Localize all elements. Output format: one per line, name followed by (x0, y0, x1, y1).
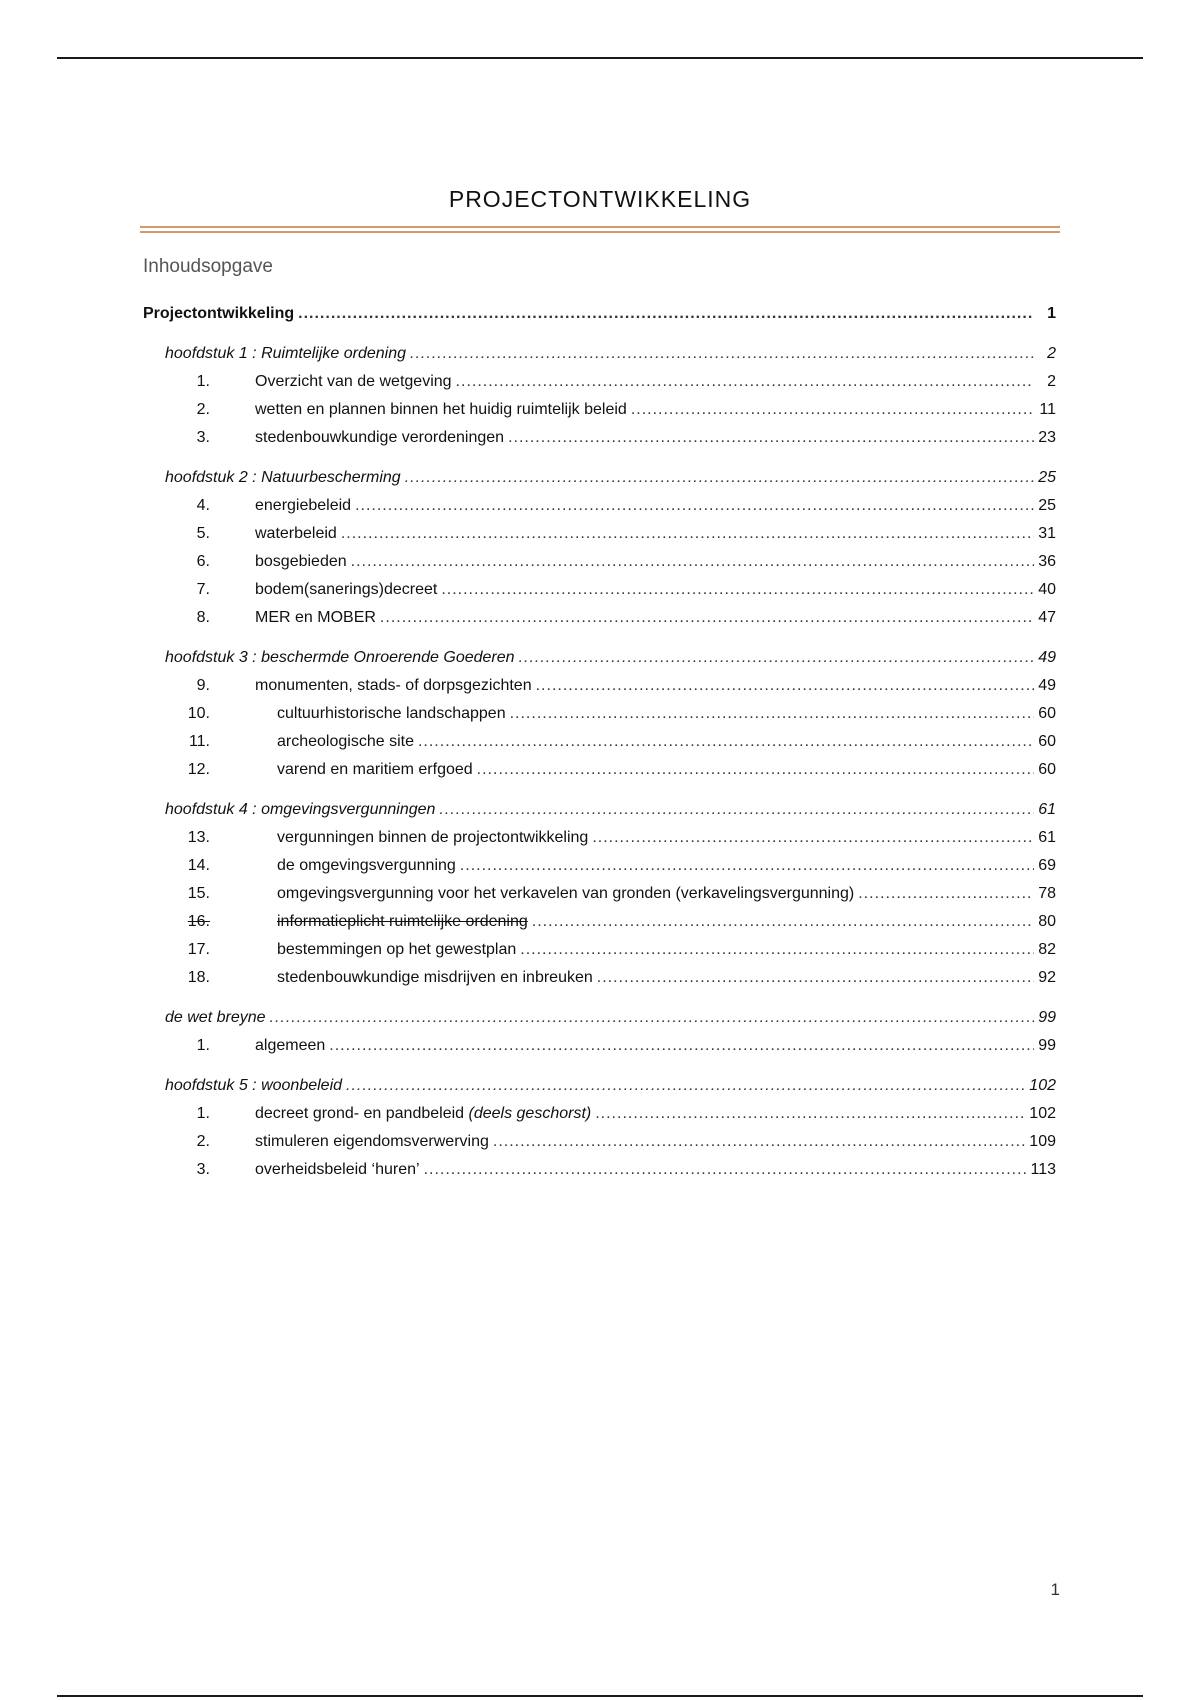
toc-page: 49 (1038, 649, 1056, 666)
toc-leader-dots (351, 553, 1034, 571)
toc-label: Overzicht van de wetgeving (255, 373, 452, 390)
toc-leader-dots (519, 649, 1034, 667)
toc-number: 8. (196, 609, 210, 626)
toc-label: waterbeleid (255, 525, 337, 542)
toc-entry[interactable] (143, 941, 1056, 969)
toc-number: 15. (187, 885, 210, 902)
toc-entry[interactable] (143, 857, 1056, 885)
toc-entry[interactable] (143, 677, 1056, 705)
toc-leader-dots (418, 733, 1034, 751)
toc-entry[interactable] (143, 733, 1056, 761)
toc-page: 60 (1038, 761, 1056, 778)
toc-number: 5. (196, 525, 210, 542)
toc-page: 113 (1030, 1161, 1056, 1178)
toc-leader-dots (631, 401, 1034, 419)
toc-leader-dots (329, 1037, 1034, 1055)
toc-label: de omgevingsvergunning (277, 857, 456, 874)
toc-label: bosgebieden (255, 553, 347, 570)
toc-entry[interactable] (143, 1105, 1056, 1133)
toc-page: 80 (1038, 913, 1056, 930)
toc-leader-dots (439, 801, 1034, 819)
toc-page: 92 (1038, 969, 1056, 986)
toc-label: stedenbouwkundige verordeningen (255, 429, 505, 446)
toc-label-note: (deels geschorst) (468, 1105, 592, 1122)
toc-leader-dots (405, 469, 1034, 487)
toc-label: hoofdstuk 1 : Ruimtelijke ordening (165, 345, 407, 362)
toc-entry-struck[interactable] (143, 913, 1056, 941)
toc-label: hoofdstuk 2 : Natuurbescherming (165, 469, 401, 486)
toc-number: 1. (196, 1105, 210, 1122)
toc-chapter-4[interactable] (143, 801, 1056, 829)
toc-leader-dots (380, 609, 1034, 627)
toc-page: 82 (1038, 941, 1056, 958)
toc-page: 99 (1038, 1037, 1056, 1054)
toc-number: 4. (196, 497, 210, 514)
toc-label: stimuleren eigendomsverwerving (255, 1133, 489, 1150)
toc-entry[interactable] (143, 705, 1056, 733)
toc-number: 16. (187, 913, 210, 930)
toc-page: 60 (1038, 733, 1056, 750)
toc-page: 61 (1038, 829, 1056, 846)
toc-leader-dots (532, 913, 1034, 931)
toc-entry[interactable] (143, 497, 1056, 525)
toc-entry[interactable] (143, 829, 1056, 857)
toc-entry[interactable] (143, 581, 1056, 609)
toc-page: 69 (1038, 857, 1056, 874)
toc-number: 14. (187, 857, 210, 874)
toc-number: 2. (196, 1133, 210, 1150)
toc-page: 99 (1038, 1009, 1056, 1026)
toc-label: vergunningen binnen de projectontwikkeling (277, 829, 589, 846)
toc-chapter-wet-breyne[interactable] (143, 1009, 1056, 1037)
toc-page: 109 (1029, 1133, 1056, 1150)
page-number: 1 (1050, 1580, 1060, 1599)
toc-leader-dots (460, 857, 1034, 875)
toc-leader-dots (477, 761, 1034, 779)
toc-label: hoofdstuk 3 : beschermde Onroerende Goederen (165, 649, 515, 666)
toc-label: hoofdstuk 4 : omgevingsvergunningen (165, 801, 436, 818)
toc-label: bestemmingen op het gewestplan (277, 941, 517, 958)
toc-number: 17. (187, 941, 210, 958)
toc-label-main: decreet grond- en pandbeleid (255, 1105, 465, 1122)
toc-entry[interactable] (143, 373, 1056, 401)
toc-leader-dots (346, 1077, 1025, 1095)
toc-label: hoofdstuk 5 : woonbeleid (165, 1077, 343, 1094)
toc-leader-dots (298, 305, 1034, 323)
toc-heading: Inhoudsopgave (143, 256, 273, 277)
toc-page: 1 (1047, 305, 1056, 322)
toc-page: 23 (1038, 429, 1056, 446)
toc-number: 3. (196, 429, 210, 446)
toc-label (255, 1105, 591, 1123)
toc-page: 47 (1038, 609, 1056, 626)
toc-page: 102 (1029, 1077, 1056, 1094)
toc-entry-root[interactable] (143, 305, 1056, 333)
document-title: PROJECTONTWIKKELING (448, 186, 752, 212)
toc-leader-dots (858, 885, 1034, 903)
toc-page: 61 (1038, 801, 1056, 818)
toc-label: monumenten, stads- of dorpsgezichten (255, 677, 532, 694)
toc-leader-dots (592, 829, 1034, 847)
toc-chapter-2[interactable] (143, 469, 1056, 497)
toc-leader-dots (508, 429, 1034, 447)
toc-page: 25 (1038, 469, 1056, 486)
toc-entry[interactable] (143, 885, 1056, 913)
toc-label: archeologische site (277, 733, 414, 750)
toc-leader-dots (341, 525, 1034, 543)
toc-number: 12. (187, 761, 210, 778)
toc-number: 13. (187, 829, 210, 846)
toc-page: 49 (1038, 677, 1056, 694)
toc-entry[interactable] (143, 761, 1056, 789)
toc-number: 2. (196, 401, 210, 418)
toc-leader-dots (270, 1009, 1034, 1027)
toc-number: 11. (188, 733, 210, 750)
toc-label: omgevingsvergunning voor het verkavelen van gronden (verkavelingsvergunning) (277, 885, 855, 902)
toc-entry[interactable] (143, 1133, 1056, 1161)
toc-number: 18. (187, 969, 210, 986)
toc-page: 60 (1038, 705, 1056, 722)
toc-page: 78 (1038, 885, 1056, 902)
title-underline-second (140, 231, 1060, 233)
toc-leader-dots (597, 969, 1034, 987)
table-of-contents (143, 305, 1056, 1189)
toc-leader-dots (456, 373, 1034, 391)
toc-entry[interactable] (143, 1037, 1056, 1065)
toc-number: 10. (187, 705, 210, 722)
toc-entry[interactable] (143, 553, 1056, 581)
toc-number: 6. (196, 553, 210, 570)
toc-number: 3. (196, 1161, 210, 1178)
toc-leader-dots (424, 1161, 1027, 1179)
toc-entry[interactable] (143, 525, 1056, 553)
toc-leader-dots (510, 705, 1034, 723)
toc-page: 102 (1029, 1105, 1056, 1122)
title-underline (140, 226, 1060, 228)
toc-leader-dots (493, 1133, 1025, 1151)
page-bottom-border (57, 1695, 1143, 1697)
toc-chapter-3[interactable] (143, 649, 1056, 677)
toc-entry[interactable] (143, 969, 1056, 997)
toc-label: bodem(sanerings)decreet (255, 581, 438, 598)
toc-label: overheidsbeleid ‘huren’ (255, 1161, 420, 1178)
toc-label: informatieplicht ruimtelijke ordening (277, 913, 528, 930)
toc-number: 9. (196, 677, 210, 694)
toc-leader-dots (595, 1105, 1025, 1123)
toc-number: 7. (196, 581, 210, 598)
toc-number: 1. (196, 1037, 210, 1054)
toc-chapter-5[interactable] (143, 1077, 1056, 1105)
toc-page: 11 (1039, 401, 1056, 418)
toc-page: 2 (1047, 373, 1056, 390)
toc-label: varend en maritiem erfgoed (277, 761, 473, 778)
page-top-border (57, 57, 1143, 59)
toc-label: cultuurhistorische landschappen (277, 705, 506, 722)
toc-entry[interactable] (143, 429, 1056, 457)
toc-entry[interactable] (143, 1161, 1056, 1189)
toc-page: 31 (1038, 525, 1056, 542)
toc-leader-dots (536, 677, 1034, 695)
toc-page: 40 (1038, 581, 1056, 598)
toc-label: energiebeleid (255, 497, 352, 514)
toc-label: de wet breyne (165, 1009, 266, 1026)
toc-entry[interactable] (143, 401, 1056, 429)
toc-page: 36 (1038, 553, 1056, 570)
toc-label: stedenbouwkundige misdrijven en inbreuken (277, 969, 593, 986)
toc-chapter-1[interactable] (143, 345, 1056, 373)
toc-leader-dots (410, 345, 1034, 363)
toc-label: wetten en plannen binnen het huidig ruimtelijk beleid (255, 401, 627, 418)
toc-label: Projectontwikkeling (143, 305, 295, 322)
toc-leader-dots (355, 497, 1034, 515)
toc-page: 25 (1038, 497, 1056, 514)
toc-number: 1. (196, 373, 210, 390)
toc-entry[interactable] (143, 609, 1056, 637)
toc-label: algemeen (255, 1037, 326, 1054)
toc-page: 2 (1047, 345, 1056, 362)
toc-leader-dots (441, 581, 1034, 599)
toc-label: MER en MOBER (255, 609, 376, 626)
toc-leader-dots (520, 941, 1034, 959)
